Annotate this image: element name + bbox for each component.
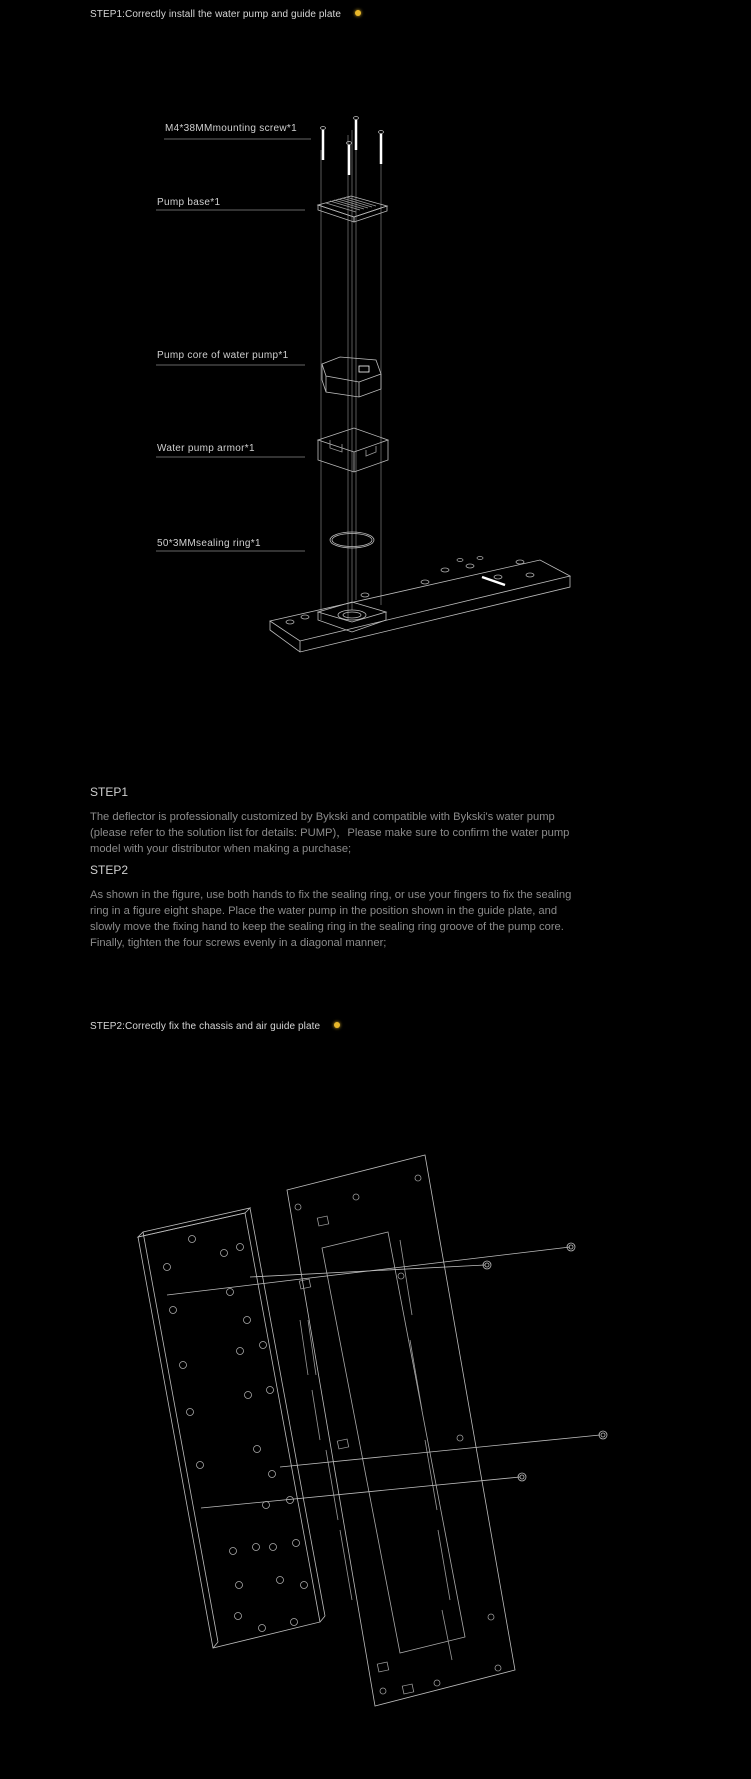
armor-shape [318, 428, 388, 472]
step1-heading: STEP1 [90, 785, 129, 799]
callout-pump-core: Pump core of water pump*1 [157, 350, 289, 361]
chassis-exploded-diagram [0, 1140, 751, 1720]
callout-screw: M4*38MMmounting screw*1 [165, 123, 297, 134]
guide-plate-shape [270, 557, 570, 653]
instructions-block [90, 785, 590, 957]
pump-base-shape [318, 196, 387, 222]
callout-pump-base: Pump base*1 [157, 197, 221, 208]
step2-text: As shown in the figure, use both hands to fix the sealing ring, or use your fingers to fix the sealing ring in a figure eight shape. Place the water pump in the position shown in the guide plate, and slowly move the fixing hand to keep the sealing ring in the sealing ring groove of the pump core. Finally, tighten the four screws evenly in a diagonal manner; [90, 889, 572, 949]
callout-armor: Water pump armor*1 [157, 443, 255, 454]
step2-title [90, 1021, 340, 1032]
step1-title-text: STEP1:Correctly install the water pump and guide plate [90, 9, 342, 20]
step1-text: The deflector is professionally customized by Bykski and compatible with Bykski's water pump (please refer to the solution list for details: PUMP)，Please make sure to confirm the water pump model with your distributor when making a purchase; [90, 811, 570, 855]
chassis-screws [167, 1243, 607, 1508]
step2-title-text: STEP2:Correctly fix the chassis and air guide plate [90, 1021, 321, 1032]
accent-dot-icon [334, 1022, 340, 1028]
callout-sealing-ring: 50*3MMsealing ring*1 [157, 538, 261, 549]
step2-heading: STEP2 [90, 863, 129, 877]
chassis-plate-shape [287, 1155, 515, 1706]
pump-exploded-diagram [0, 0, 751, 700]
pump-core-shape [322, 357, 381, 397]
screw-icon [483, 1243, 607, 1481]
air-guide-plate-shape [138, 1208, 325, 1648]
